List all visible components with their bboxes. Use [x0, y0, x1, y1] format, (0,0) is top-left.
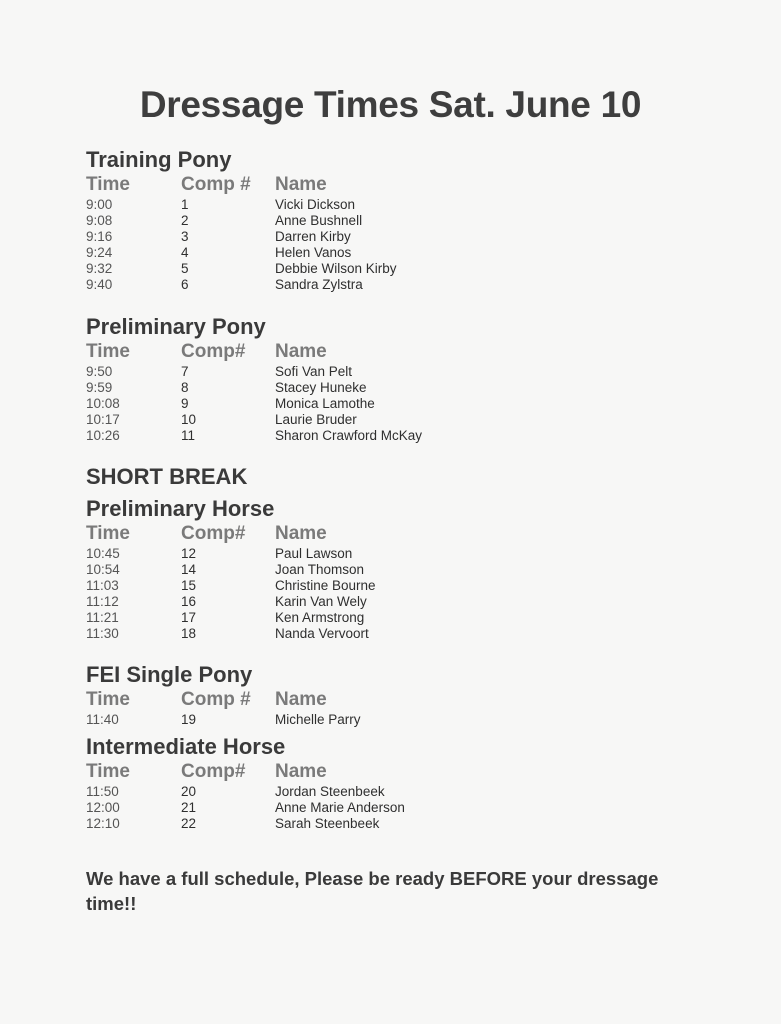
time-cell: 10:26: [86, 428, 120, 443]
comp-cell: 1: [181, 197, 189, 212]
name-cell: Anne Marie Anderson: [275, 800, 405, 815]
name-header: Name: [275, 689, 327, 710]
table-row: [86, 800, 726, 816]
name-cell: Christine Bourne: [275, 578, 376, 593]
section-intermediate-horse: [86, 734, 726, 832]
comp-cell: 6: [181, 277, 189, 292]
column-header-row: [86, 760, 726, 784]
time-header: Time: [86, 341, 131, 362]
comp-header: Comp#: [181, 761, 246, 782]
time-cell: 12:00: [86, 800, 120, 815]
comp-header: Comp #: [181, 689, 251, 710]
name-header: Name: [275, 761, 327, 782]
section-title: Intermediate Horse: [86, 734, 286, 759]
time-cell: 10:45: [86, 546, 120, 561]
section-title: Preliminary Pony: [86, 314, 266, 339]
time-header: Time: [86, 523, 131, 544]
comp-cell: 3: [181, 229, 189, 244]
table-row: [86, 712, 726, 728]
time-cell: 11:12: [86, 594, 119, 609]
table-row: [86, 428, 726, 444]
footer-note: We have a full schedule, Please be ready BEFORE your dressage time!!: [86, 868, 659, 914]
table-row: [86, 245, 726, 261]
time-cell: 11:03: [86, 578, 119, 593]
table-row: [86, 626, 726, 642]
name-cell: Monica Lamothe: [275, 396, 375, 411]
table-row: [86, 610, 726, 626]
comp-cell: 15: [181, 578, 197, 593]
comp-cell: 17: [181, 610, 197, 625]
short-break-label: SHORT BREAK: [86, 464, 248, 489]
table-row: [86, 594, 726, 610]
time-header: Time: [86, 761, 131, 782]
section-training-pony: [86, 147, 726, 293]
column-header-row: [86, 340, 726, 364]
name-cell: Jordan Steenbeek: [275, 784, 385, 799]
comp-cell: 16: [181, 594, 197, 609]
comp-cell: 14: [181, 562, 197, 577]
comp-header: Comp#: [181, 523, 246, 544]
name-cell: Sarah Steenbeek: [275, 816, 380, 831]
name-cell: Sharon Crawford McKay: [275, 428, 423, 443]
name-cell: Debbie Wilson Kirby: [275, 261, 397, 276]
time-cell: 9:32: [86, 261, 113, 276]
table-row: [86, 213, 726, 229]
name-header: Name: [275, 174, 327, 195]
page-title: Dressage Times Sat. June 10: [139, 84, 642, 125]
time-header: Time: [86, 689, 131, 710]
name-cell: Nanda Vervoort: [275, 626, 369, 641]
comp-cell: 8: [181, 380, 189, 395]
comp-header: Comp#: [181, 341, 246, 362]
name-cell: Laurie Bruder: [275, 412, 357, 427]
time-cell: 9:16: [86, 229, 113, 244]
table-row: [86, 261, 726, 277]
name-cell: Paul Lawson: [275, 546, 353, 561]
time-cell: 10:17: [86, 412, 120, 427]
table-row: [86, 578, 726, 594]
section-preliminary-horse: [86, 496, 726, 642]
time-cell: 9:08: [86, 213, 113, 228]
comp-cell: 22: [181, 816, 197, 831]
name-cell: Sofi Van Pelt: [275, 364, 353, 379]
comp-cell: 12: [181, 546, 197, 561]
name-header: Name: [275, 341, 327, 362]
name-cell: Michelle Parry: [275, 712, 361, 727]
table-row: [86, 562, 726, 578]
section-title: FEI Single Pony: [86, 662, 253, 687]
time-cell: 9:50: [86, 364, 113, 379]
section-fei-single-pony: [86, 662, 726, 728]
table-row: [86, 784, 726, 800]
section-title: Preliminary Horse: [86, 496, 275, 521]
name-cell: Vicki Dickson: [275, 197, 356, 212]
table-row: [86, 816, 726, 832]
comp-cell: 18: [181, 626, 197, 641]
time-cell: 12:10: [86, 816, 120, 831]
table-row: [86, 197, 726, 213]
comp-cell: 9: [181, 396, 189, 411]
table-row: [86, 546, 726, 562]
name-cell: Karin Van Wely: [275, 594, 367, 609]
column-header-row: [86, 522, 726, 546]
comp-cell: 10: [181, 412, 197, 427]
time-cell: 11:50: [86, 784, 119, 799]
name-cell: Ken Armstrong: [275, 610, 365, 625]
comp-cell: 21: [181, 800, 197, 815]
table-row: [86, 229, 726, 245]
comp-cell: 19: [181, 712, 197, 727]
table-row: [86, 412, 726, 428]
column-header-row: [86, 173, 726, 197]
name-cell: Darren Kirby: [275, 229, 351, 244]
time-cell: 11:21: [86, 610, 119, 625]
time-cell: 9:24: [86, 245, 113, 260]
comp-cell: 5: [181, 261, 189, 276]
time-header: Time: [86, 174, 131, 195]
comp-cell: 7: [181, 364, 189, 379]
column-header-row: [86, 688, 726, 712]
comp-header: Comp #: [181, 174, 251, 195]
name-header: Name: [275, 523, 327, 544]
section-title: Training Pony: [86, 147, 232, 172]
name-cell: Joan Thomson: [275, 562, 365, 577]
time-cell: 10:54: [86, 562, 120, 577]
time-cell: 11:40: [86, 712, 119, 727]
name-cell: Helen Vanos: [275, 245, 352, 260]
comp-cell: 2: [181, 213, 189, 228]
table-row: [86, 380, 726, 396]
time-cell: 9:59: [86, 380, 113, 395]
table-row: [86, 277, 726, 293]
time-cell: 9:40: [86, 277, 113, 292]
time-cell: 11:30: [86, 626, 119, 641]
table-row: [86, 364, 726, 380]
time-cell: 10:08: [86, 396, 120, 411]
name-cell: Sandra Zylstra: [275, 277, 363, 292]
name-cell: Anne Bushnell: [275, 213, 363, 228]
section-preliminary-pony: [86, 314, 726, 444]
table-row: [86, 396, 726, 412]
time-cell: 9:00: [86, 197, 113, 212]
name-cell: Stacey Huneke: [275, 380, 367, 395]
comp-cell: 4: [181, 245, 189, 260]
comp-cell: 20: [181, 784, 197, 799]
comp-cell: 11: [181, 428, 196, 443]
